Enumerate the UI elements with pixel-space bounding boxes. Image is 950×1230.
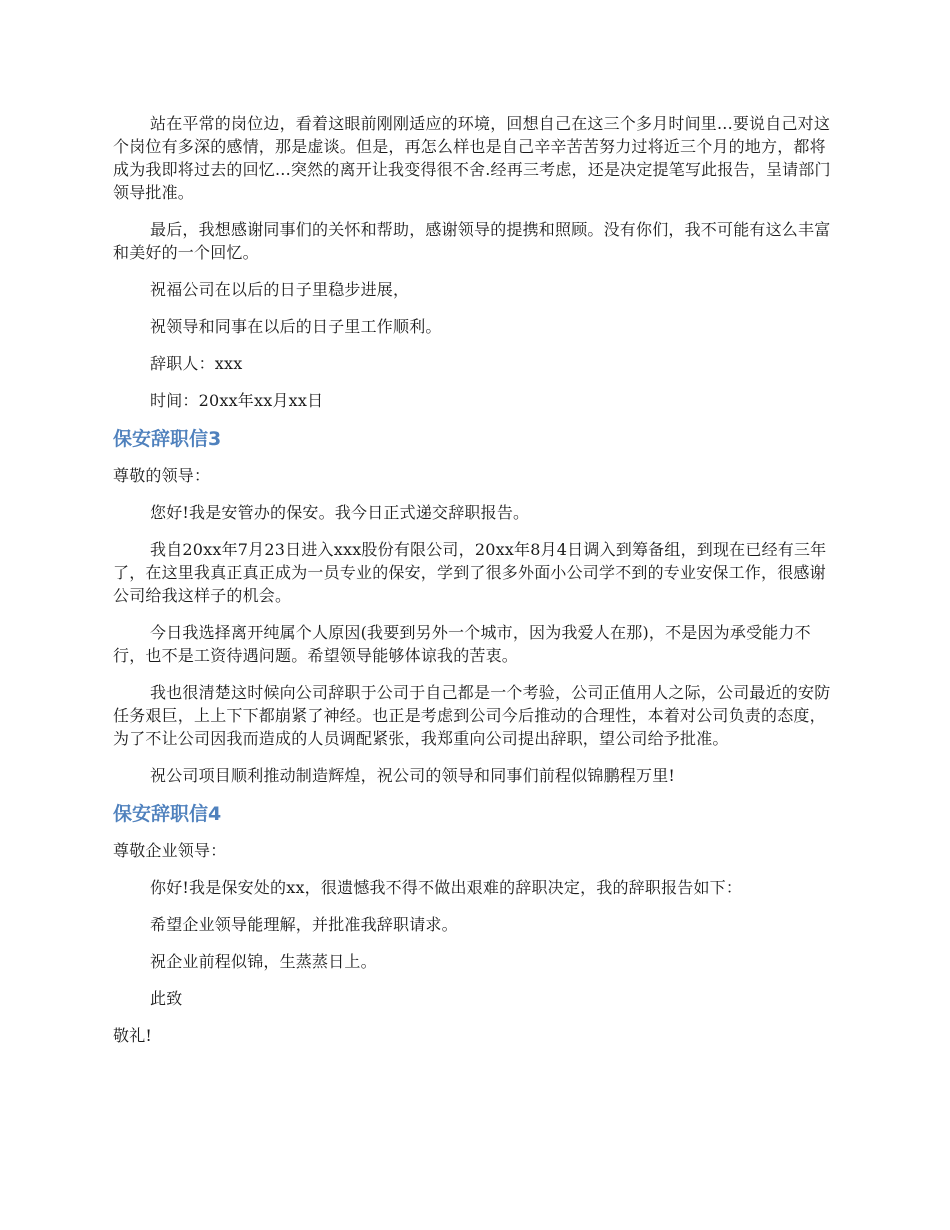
section-heading: 保安辞职信3	[113, 428, 222, 450]
paragraph: 希望企业领导能理解，并批准我辞职请求。	[150, 915, 458, 934]
paragraph: 祝福公司在以后的日子里稳步进展，	[150, 280, 410, 299]
paragraph: 此致	[150, 989, 183, 1008]
paragraph: 我也很清楚这时候向公司辞职于公司于自己都是一个考验，公司正值用人之际，公司最近的安防任务艰巨，上上下下都崩紧了神经。也正是考虑到公司今后推动的合理性，本着对公司负责的态度，为了不让公司因我而造成的人员调配紧张，我郑重向公司提出辞职，望公司给予批准。	[113, 683, 831, 748]
salutation: 尊敬的领导：	[113, 466, 211, 485]
paragraph: 祝企业前程似锦，生蒸蒸日上。	[150, 952, 377, 971]
date-line: 时间：20xx年xx月xx日	[150, 391, 324, 410]
paragraph: 我自20xx年7月23日进入xxx股份有限公司，20xx年8月4日调入到筹备组，到现在已经有三年了，在这里我真正真正成为一员专业的保安，学到了很多外面小公司学不到的专业安保工作，很感谢公司给我这样子的机会。	[113, 540, 827, 605]
paragraph: 您好!我是安管办的保安。我今日正式递交辞职报告。	[150, 503, 530, 522]
document-page	[113, 112, 840, 1061]
section-heading: 保安辞职信4	[113, 803, 222, 825]
paragraph: 站在平常的岗位边，看着这眼前刚刚适应的环境，回想自己在这三个多月时间里...要说自己对这个岗位有多深的感情，那是虚谈。但是，再怎么样也是自己辛辛苦苦努力过将近三个月的地方，都将成为我即将过去的回忆...突然的离开让我变得很不舍.经再三考虑，还是决定提笔写此报告，呈请部门领导批准。	[113, 114, 831, 202]
paragraph: 祝领导和同事在以后的日子里工作顺利。	[150, 317, 442, 336]
paragraph: 你好!我是保安处的xx，很遗憾我不得不做出艰难的辞职决定，我的辞职报告如下：	[150, 878, 743, 897]
paragraph: 最后，我想感谢同事们的关怀和帮助，感谢领导的提携和照顾。没有你们，我不可能有这么丰富和美好的一个回忆。	[113, 220, 831, 262]
closing: 敬礼!	[113, 1026, 153, 1045]
salutation: 尊敬企业领导：	[113, 841, 227, 860]
paragraph: 祝公司项目顺利推动制造辉煌，祝公司的领导和同事们前程似锦鹏程万里!	[150, 766, 676, 785]
signature-line: 辞职人：xxx	[150, 354, 243, 373]
paragraph: 今日我选择离开纯属个人原因(我要到另外一个城市，因为我爱人在那)，不是因为承受能力不行，也不是工资待遇问题。希望领导能够体谅我的苦衷。	[113, 623, 811, 665]
